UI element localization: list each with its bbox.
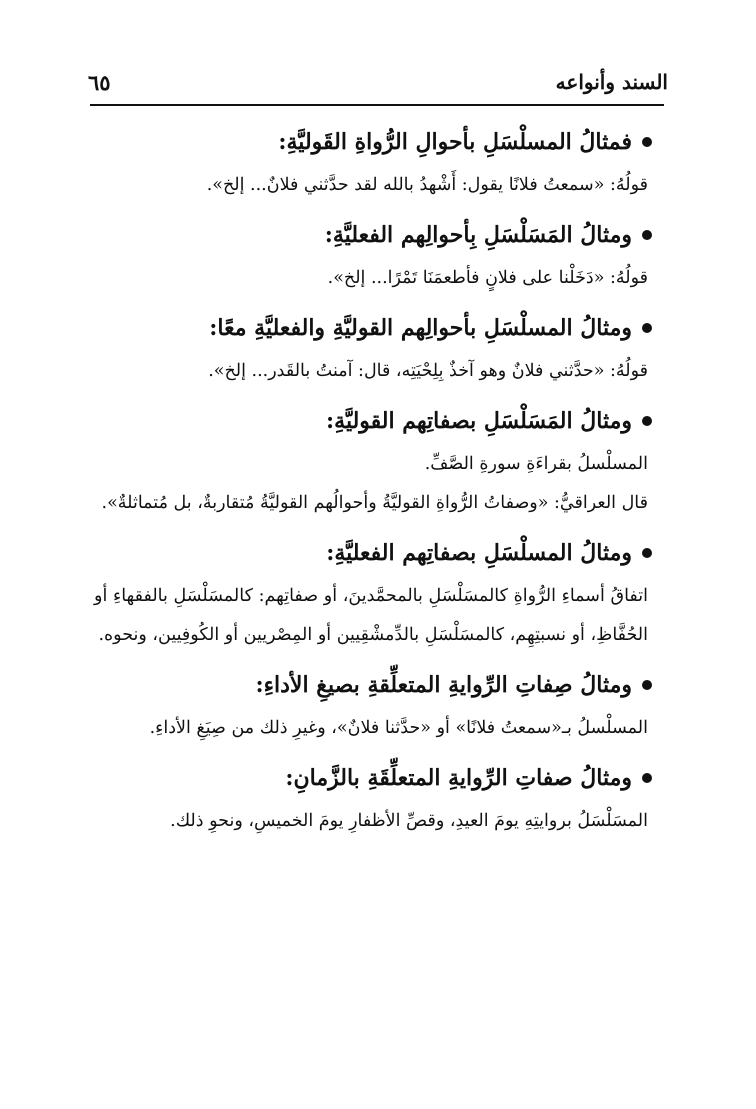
section-heading: ومثالُ المَسَلْسَلِ بِأحوالِهم الفعليَّةِ: xyxy=(94,211,652,259)
section-paragraph: قولُهُ: «دَخَلْنا على فلانٍ فأطعمَنَا تَمْرًا... إلخ». xyxy=(327,268,648,288)
section-paragraph: اتفاقُ أسماءِ الرُّواةِ كالمسَلْسَلِ بالمحمَّدينَ، أو صفاتِهم: كالمسَلْسَلِ بالفقهاءِ أو الحُفَّاظِ، أو نسبتِهِم، كالمسَلْسَلِ بالدِّمشْقِيين أو المِصْريين أو الكُوفِيين، ونحوه. xyxy=(94,586,648,645)
section-heading: فمثالُ المسلْسَلِ بأحوالِ الرُّواةِ القَوليَّةِ: xyxy=(94,118,652,166)
section-paragraph: المسلْسلُ بـ«سمعتُ فلانًا» أو «حدَّثنا فلانٌ»، وغيرِ ذلك من صِيَغِ الأداءِ. xyxy=(149,718,648,738)
bullet-icon xyxy=(642,773,652,783)
section-heading: ومثالُ المسلْسَلِ بصفاتِهم الفعليَّةِ: xyxy=(94,529,652,577)
section-heading: ومثالُ صِفاتِ الرِّوايةِ المتعلِّقةِ بصيغِ الأداءِ: xyxy=(94,661,652,709)
bullet-icon xyxy=(642,416,652,426)
section-heading: ومثالُ صفاتِ الرِّوايةِ المتعلِّقَةِ بالزَّمانِ: xyxy=(94,754,652,802)
section-verbal-attributes xyxy=(94,397,652,523)
bullet-icon xyxy=(642,548,652,558)
section-paragraph: قال العراقيُّ: «وصفاتُ الرُّواةِ القوليَّةُ وأحوالُهم القوليَّةُ مُتقاربةٌ، بل مُتماثلةٌ». xyxy=(101,493,648,513)
section-verbal-states xyxy=(94,118,652,205)
bullet-icon xyxy=(642,323,652,333)
page-number: ٦٥ xyxy=(88,69,111,95)
bullet-icon xyxy=(642,230,652,240)
section-heading: ومثالُ المَسَلْسَلِ بصفاتِهم القوليَّةِ: xyxy=(94,397,652,445)
section-paragraph: المسلْسلُ بقراءَةِ سورةِ الصَّفِّ. xyxy=(424,454,648,474)
header-rule xyxy=(90,104,664,106)
section-paragraph: قولُهُ: «حدَّثني فلانٌ وهو آخذٌ بِلِحْيَتِه، قال: آمنتُ بالقَدر... إلخ». xyxy=(208,361,648,381)
page-header xyxy=(88,62,668,102)
section-verbal-and-actional-states xyxy=(94,304,652,391)
page-content xyxy=(94,112,652,847)
section-transmission-formulas xyxy=(94,661,652,748)
section-time-related xyxy=(94,754,652,841)
bullet-icon xyxy=(642,137,652,147)
section-actional-states xyxy=(94,211,652,298)
section-paragraph: قولُهُ: «سمعتُ فلانًا يقول: أَشْهدُ بالله لقد حدَّثني فلانٌ... إلخ». xyxy=(206,175,648,195)
running-head: السند وأنواعه xyxy=(555,70,668,94)
section-heading: ومثالُ المسلْسَلِ بأحوالِهم القوليَّةِ والفعليَّةِ معًا: xyxy=(94,304,652,352)
section-actional-attributes xyxy=(94,529,652,655)
section-paragraph: المسَلْسَلُ بروايتِهِ يومَ العيدِ، وقصِّ الأظفارِ يومَ الخميسِ، ونحوِ ذلك. xyxy=(170,811,648,831)
bullet-icon xyxy=(642,680,652,690)
